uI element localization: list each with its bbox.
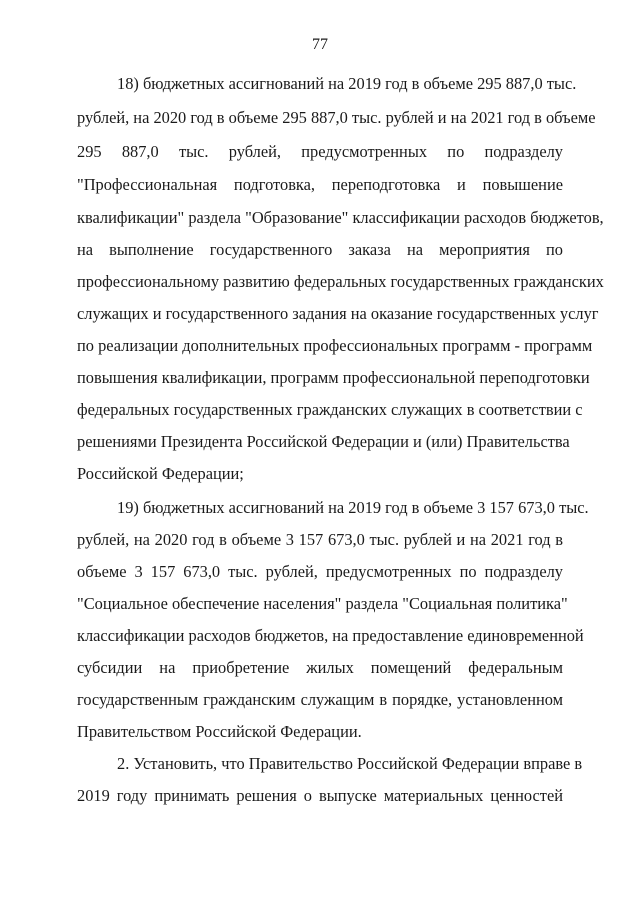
paragraph-19-line: классификации расходов бюджетов, на предоставление единовременной	[77, 626, 584, 645]
paragraph-18-line: федеральных государственных гражданских служащих в соответствии с	[77, 400, 583, 419]
paragraph-19-line: 19) бюджетных ассигнований на 2019 год в объеме 3 157 673,0 тыс.	[117, 498, 589, 517]
paragraph-18-line: рублей, на 2020 год в объеме 295 887,0 тыс. рублей и на 2021 год в объеме	[77, 108, 596, 127]
paragraph-18-line: Российской Федерации;	[77, 464, 244, 483]
page-number: 77	[312, 36, 328, 53]
paragraph-19-line: объеме 3 157 673,0 тыс. рублей, предусмотренных по подразделу	[77, 562, 563, 581]
paragraph-18-line: 18) бюджетных ассигнований на 2019 год в объеме 295 887,0 тыс.	[117, 74, 577, 93]
paragraph-19-line: государственным гражданским служащим в порядке, установленном	[77, 690, 563, 709]
paragraph-19-line: субсидии на приобретение жилых помещений федеральным	[77, 658, 563, 677]
paragraph-18-line: служащих и государственного задания на оказание государственных услуг	[77, 304, 599, 323]
paragraph-18-line: "Профессиональная подготовка, переподготовка и повышение	[77, 175, 563, 194]
paragraph-18-line: решениями Президента Российской Федерации и (или) Правительства	[77, 432, 570, 451]
paragraph-18-line: повышения квалификации, программ профессиональной переподготовки	[77, 368, 590, 387]
paragraph-18-line: 295 887,0 тыс. рублей, предусмотренных по подразделу	[77, 142, 563, 161]
paragraph-18-line: профессиональному развитию федеральных государственных гражданских	[77, 272, 604, 291]
paragraph-19-line: Правительством Российской Федерации.	[77, 722, 362, 741]
paragraph-19-line: рублей, на 2020 год в объеме 3 157 673,0 тыс. рублей и на 2021 год в	[77, 530, 563, 549]
paragraph-18-line: по реализации дополнительных профессиональных программ - программ	[77, 336, 593, 355]
paragraph-18-line: квалификации" раздела "Образование" классификации расходов бюджетов,	[77, 208, 604, 227]
paragraph-2-line: 2019 году принимать решения о выпуске материальных ценностей	[77, 786, 563, 805]
paragraph-2-line: 2. Установить, что Правительство Российской Федерации вправе в	[117, 754, 583, 773]
paragraph-18-line: на выполнение государственного заказа на мероприятия по	[77, 240, 563, 259]
paragraph-19-line: "Социальное обеспечение населения" раздела "Социальная политика"	[77, 594, 568, 613]
